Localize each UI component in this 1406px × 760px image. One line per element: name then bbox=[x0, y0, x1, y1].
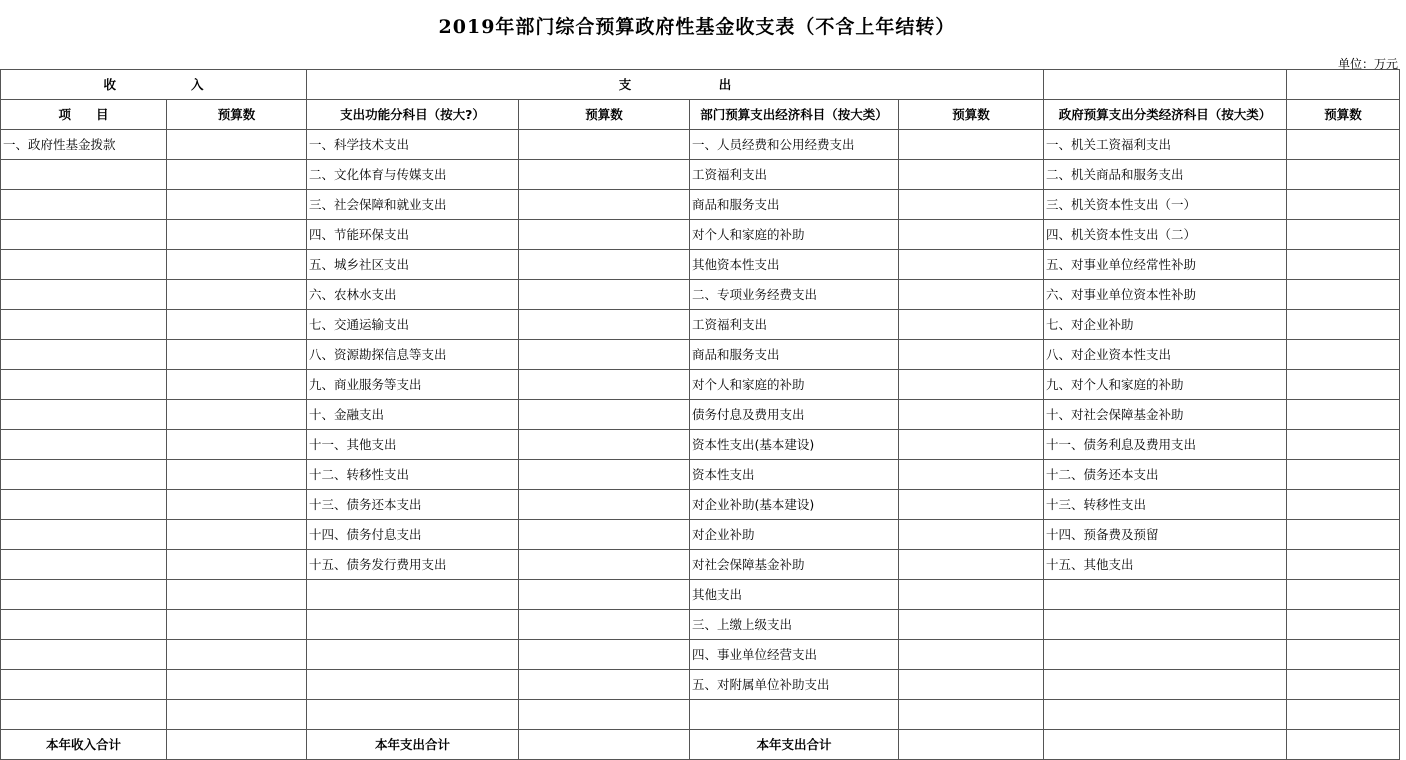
header-income-item: 项 目 bbox=[1, 100, 167, 130]
income-amount-cell bbox=[167, 130, 307, 160]
dept-item-cell: 商品和服务支出 bbox=[690, 340, 899, 370]
gov-item-cell: 四、机关资本性支出（二） bbox=[1044, 220, 1287, 250]
table-row bbox=[1, 130, 1400, 160]
gov-item-cell: 五、对事业单位经常性补助 bbox=[1044, 250, 1287, 280]
gov-total-label bbox=[1044, 730, 1287, 760]
income-total-label: 本年收入合计 bbox=[1, 730, 167, 760]
dept-amount-cell bbox=[899, 580, 1044, 610]
func-amount-cell bbox=[519, 220, 690, 250]
table-row bbox=[1, 400, 1400, 430]
table-row bbox=[1, 250, 1400, 280]
income-item-cell bbox=[1, 490, 167, 520]
gov-amount-cell bbox=[1287, 160, 1400, 190]
dept-amount-cell bbox=[899, 460, 1044, 490]
func-item-cell: 三、社会保障和就业支出 bbox=[307, 190, 519, 220]
gov-item-cell: 六、对事业单位资本性补助 bbox=[1044, 280, 1287, 310]
header-func-item: 支出功能分科目（按大?） bbox=[307, 100, 519, 130]
income-item-cell bbox=[1, 520, 167, 550]
dept-item-cell: 对企业补助 bbox=[690, 520, 899, 550]
gov-item-cell: 九、对个人和家庭的补助 bbox=[1044, 370, 1287, 400]
dept-total-value bbox=[899, 730, 1044, 760]
income-amount-cell bbox=[167, 610, 307, 640]
func-amount-cell bbox=[519, 160, 690, 190]
dept-amount-cell bbox=[899, 280, 1044, 310]
func-item-cell bbox=[307, 640, 519, 670]
table-row bbox=[1, 430, 1400, 460]
func-amount-cell bbox=[519, 460, 690, 490]
func-item-cell: 十三、债务还本支出 bbox=[307, 490, 519, 520]
dept-item-cell: 商品和服务支出 bbox=[690, 190, 899, 220]
income-amount-cell bbox=[167, 220, 307, 250]
gov-amount-cell bbox=[1287, 430, 1400, 460]
gov-amount-cell bbox=[1287, 490, 1400, 520]
income-amount-cell bbox=[167, 700, 307, 730]
dept-item-cell: 资本性支出 bbox=[690, 460, 899, 490]
func-item-cell: 七、交通运输支出 bbox=[307, 310, 519, 340]
dept-amount-cell bbox=[899, 550, 1044, 580]
func-item-cell bbox=[307, 610, 519, 640]
gov-amount-cell bbox=[1287, 340, 1400, 370]
gov-amount-cell bbox=[1287, 460, 1400, 490]
dept-item-cell: 对个人和家庭的补助 bbox=[690, 370, 899, 400]
dept-amount-cell bbox=[899, 310, 1044, 340]
header-gov-amount: 预算数 bbox=[1287, 100, 1400, 130]
income-item-cell bbox=[1, 640, 167, 670]
dept-amount-cell bbox=[899, 430, 1044, 460]
gov-item-cell: 十五、其他支出 bbox=[1044, 550, 1287, 580]
dept-amount-cell bbox=[899, 520, 1044, 550]
table-row bbox=[1, 280, 1400, 310]
dept-item-cell: 对企业补助(基本建设) bbox=[690, 490, 899, 520]
dept-amount-cell bbox=[899, 700, 1044, 730]
income-item-cell bbox=[1, 160, 167, 190]
func-item-cell: 十五、债务发行费用支出 bbox=[307, 550, 519, 580]
gov-amount-cell bbox=[1287, 700, 1400, 730]
gov-item-cell: 八、对企业资本性支出 bbox=[1044, 340, 1287, 370]
totals-row bbox=[1, 730, 1400, 760]
func-item-cell: 一、科学技术支出 bbox=[307, 130, 519, 160]
income-item-cell bbox=[1, 670, 167, 700]
dept-amount-cell bbox=[899, 610, 1044, 640]
func-amount-cell bbox=[519, 280, 690, 310]
func-item-cell: 八、资源勘探信息等支出 bbox=[307, 340, 519, 370]
table-row bbox=[1, 190, 1400, 220]
dept-amount-cell bbox=[899, 160, 1044, 190]
income-amount-cell bbox=[167, 400, 307, 430]
func-item-cell: 二、文化体育与传媒支出 bbox=[307, 160, 519, 190]
income-total-value bbox=[167, 730, 307, 760]
dept-amount-cell bbox=[899, 370, 1044, 400]
income-item-cell bbox=[1, 370, 167, 400]
income-item-cell bbox=[1, 610, 167, 640]
gov-amount-cell bbox=[1287, 130, 1400, 160]
func-item-cell: 十、金融支出 bbox=[307, 400, 519, 430]
table-row bbox=[1, 580, 1400, 610]
dept-amount-cell bbox=[899, 640, 1044, 670]
func-amount-cell bbox=[519, 580, 690, 610]
func-item-cell bbox=[307, 700, 519, 730]
func-amount-cell bbox=[519, 670, 690, 700]
gov-amount-cell bbox=[1287, 250, 1400, 280]
header-dept-item: 部门预算支出经济科目（按大类） bbox=[690, 100, 899, 130]
func-amount-cell bbox=[519, 520, 690, 550]
gov-amount-cell bbox=[1287, 280, 1400, 310]
income-item-cell bbox=[1, 190, 167, 220]
gov-amount-cell bbox=[1287, 310, 1400, 340]
dept-item-cell: 工资福利支出 bbox=[690, 310, 899, 340]
income-amount-cell bbox=[167, 190, 307, 220]
income-amount-cell bbox=[167, 550, 307, 580]
gov-item-cell: 十一、债务利息及费用支出 bbox=[1044, 430, 1287, 460]
dept-amount-cell bbox=[899, 400, 1044, 430]
dept-item-cell: 对社会保障基金补助 bbox=[690, 550, 899, 580]
func-item-cell: 四、节能环保支出 bbox=[307, 220, 519, 250]
dept-amount-cell bbox=[899, 190, 1044, 220]
gov-item-cell: 十、对社会保障基金补助 bbox=[1044, 400, 1287, 430]
income-item-cell bbox=[1, 700, 167, 730]
func-item-cell: 十二、转移性支出 bbox=[307, 460, 519, 490]
gov-amount-cell bbox=[1287, 520, 1400, 550]
gov-amount-cell bbox=[1287, 400, 1400, 430]
income-amount-cell bbox=[167, 310, 307, 340]
income-amount-cell bbox=[167, 430, 307, 460]
table-row bbox=[1, 340, 1400, 370]
func-amount-cell bbox=[519, 190, 690, 220]
dept-item-cell: 债务付息及费用支出 bbox=[690, 400, 899, 430]
dept-item-cell: 四、事业单位经营支出 bbox=[690, 640, 899, 670]
func-amount-cell bbox=[519, 610, 690, 640]
gov-amount-cell bbox=[1287, 670, 1400, 700]
header-dept-amount: 预算数 bbox=[899, 100, 1044, 130]
income-amount-cell bbox=[167, 520, 307, 550]
table-row bbox=[1, 610, 1400, 640]
dept-item-cell: 资本性支出(基本建设) bbox=[690, 430, 899, 460]
income-item-cell bbox=[1, 220, 167, 250]
income-item-cell bbox=[1, 430, 167, 460]
func-item-cell: 五、城乡社区支出 bbox=[307, 250, 519, 280]
income-amount-cell bbox=[167, 490, 307, 520]
gov-item-cell bbox=[1044, 580, 1287, 610]
unit-label: 单位：万元 bbox=[1337, 57, 1398, 71]
table-row bbox=[1, 520, 1400, 550]
income-item-cell: 一、政府性基金拨款 bbox=[1, 130, 167, 160]
table-row bbox=[1, 310, 1400, 340]
func-amount-cell bbox=[519, 490, 690, 520]
dept-amount-cell bbox=[899, 220, 1044, 250]
income-amount-cell bbox=[167, 370, 307, 400]
gov-item-cell bbox=[1044, 610, 1287, 640]
gov-amount-cell bbox=[1287, 190, 1400, 220]
table-row bbox=[1, 550, 1400, 580]
dept-item-cell: 工资福利支出 bbox=[690, 160, 899, 190]
header-income-amount: 预算数 bbox=[167, 100, 307, 130]
dept-amount-cell bbox=[899, 670, 1044, 700]
income-amount-cell bbox=[167, 460, 307, 490]
func-amount-cell bbox=[519, 700, 690, 730]
dept-item-cell: 三、上缴上级支出 bbox=[690, 610, 899, 640]
gov-amount-cell bbox=[1287, 550, 1400, 580]
func-amount-cell bbox=[519, 640, 690, 670]
gov-item-cell: 二、机关商品和服务支出 bbox=[1044, 160, 1287, 190]
func-item-cell: 六、农林水支出 bbox=[307, 280, 519, 310]
gov-item-cell: 十四、预备费及预留 bbox=[1044, 520, 1287, 550]
dept-item-cell: 五、对附属单位补助支出 bbox=[690, 670, 899, 700]
gov-item-cell: 三、机关资本性支出（一） bbox=[1044, 190, 1287, 220]
table-row bbox=[1, 700, 1400, 730]
gov-total-value bbox=[1287, 730, 1400, 760]
func-amount-cell bbox=[519, 370, 690, 400]
dept-amount-cell bbox=[899, 250, 1044, 280]
income-item-cell bbox=[1, 280, 167, 310]
income-amount-cell bbox=[167, 340, 307, 370]
gov-amount-cell bbox=[1287, 370, 1400, 400]
income-amount-cell bbox=[167, 580, 307, 610]
func-amount-cell bbox=[519, 430, 690, 460]
dept-amount-cell bbox=[899, 340, 1044, 370]
table-row bbox=[1, 220, 1400, 250]
func-total-value bbox=[519, 730, 690, 760]
func-item-cell: 十一、其他支出 bbox=[307, 430, 519, 460]
table-row bbox=[1, 640, 1400, 670]
table-row bbox=[1, 160, 1400, 190]
func-amount-cell bbox=[519, 130, 690, 160]
gov-item-cell: 十二、债务还本支出 bbox=[1044, 460, 1287, 490]
gov-amount-cell bbox=[1287, 580, 1400, 610]
income-item-cell bbox=[1, 400, 167, 430]
func-amount-cell bbox=[519, 250, 690, 280]
func-item-cell bbox=[307, 580, 519, 610]
gov-amount-cell bbox=[1287, 640, 1400, 670]
func-item-cell bbox=[307, 670, 519, 700]
dept-amount-cell bbox=[899, 490, 1044, 520]
dept-item-cell: 二、专项业务经费支出 bbox=[690, 280, 899, 310]
table-row bbox=[1, 670, 1400, 700]
blank-section-cell bbox=[1287, 70, 1400, 100]
budget-table bbox=[0, 69, 1400, 760]
income-amount-cell bbox=[167, 160, 307, 190]
func-total-label: 本年支出合计 bbox=[307, 730, 519, 760]
table-row bbox=[1, 460, 1400, 490]
func-amount-cell bbox=[519, 550, 690, 580]
income-amount-cell bbox=[167, 280, 307, 310]
income-item-cell bbox=[1, 250, 167, 280]
table-row bbox=[1, 490, 1400, 520]
dept-total-label: 本年支出合计 bbox=[690, 730, 899, 760]
func-item-cell: 十四、债务付息支出 bbox=[307, 520, 519, 550]
gov-item-cell bbox=[1044, 640, 1287, 670]
income-item-cell bbox=[1, 550, 167, 580]
func-amount-cell bbox=[519, 400, 690, 430]
column-header-row bbox=[1, 100, 1400, 130]
gov-item-cell bbox=[1044, 700, 1287, 730]
gov-item-cell: 七、对企业补助 bbox=[1044, 310, 1287, 340]
income-item-cell bbox=[1, 460, 167, 490]
func-item-cell: 九、商业服务等支出 bbox=[307, 370, 519, 400]
func-amount-cell bbox=[519, 340, 690, 370]
dept-item-cell: 对个人和家庭的补助 bbox=[690, 220, 899, 250]
gov-item-cell: 一、机关工资福利支出 bbox=[1044, 130, 1287, 160]
income-item-cell bbox=[1, 310, 167, 340]
income-item-cell bbox=[1, 340, 167, 370]
income-section-header: 收 入 bbox=[1, 70, 307, 100]
gov-amount-cell bbox=[1287, 610, 1400, 640]
page-title: 2019年部门综合预算政府性基金收支表（不含上年结转） bbox=[438, 16, 956, 38]
header-func-amount: 预算数 bbox=[519, 100, 690, 130]
gov-item-cell bbox=[1044, 670, 1287, 700]
table-row bbox=[1, 370, 1400, 400]
dept-item-cell: 一、人员经费和公用经费支出 bbox=[690, 130, 899, 160]
func-amount-cell bbox=[519, 310, 690, 340]
income-amount-cell bbox=[167, 250, 307, 280]
expense-section-header: 支 出 bbox=[307, 70, 1044, 100]
income-amount-cell bbox=[167, 640, 307, 670]
header-gov-item: 政府预算支出分类经济科目（按大类） bbox=[1044, 100, 1287, 130]
dept-item-cell: 其他资本性支出 bbox=[690, 250, 899, 280]
blank-section-cell bbox=[1044, 70, 1287, 100]
gov-item-cell: 十三、转移性支出 bbox=[1044, 490, 1287, 520]
gov-amount-cell bbox=[1287, 220, 1400, 250]
section-row bbox=[1, 70, 1400, 100]
dept-item-cell bbox=[690, 700, 899, 730]
income-amount-cell bbox=[167, 670, 307, 700]
dept-amount-cell bbox=[899, 130, 1044, 160]
income-item-cell bbox=[1, 580, 167, 610]
dept-item-cell: 其他支出 bbox=[690, 580, 899, 610]
